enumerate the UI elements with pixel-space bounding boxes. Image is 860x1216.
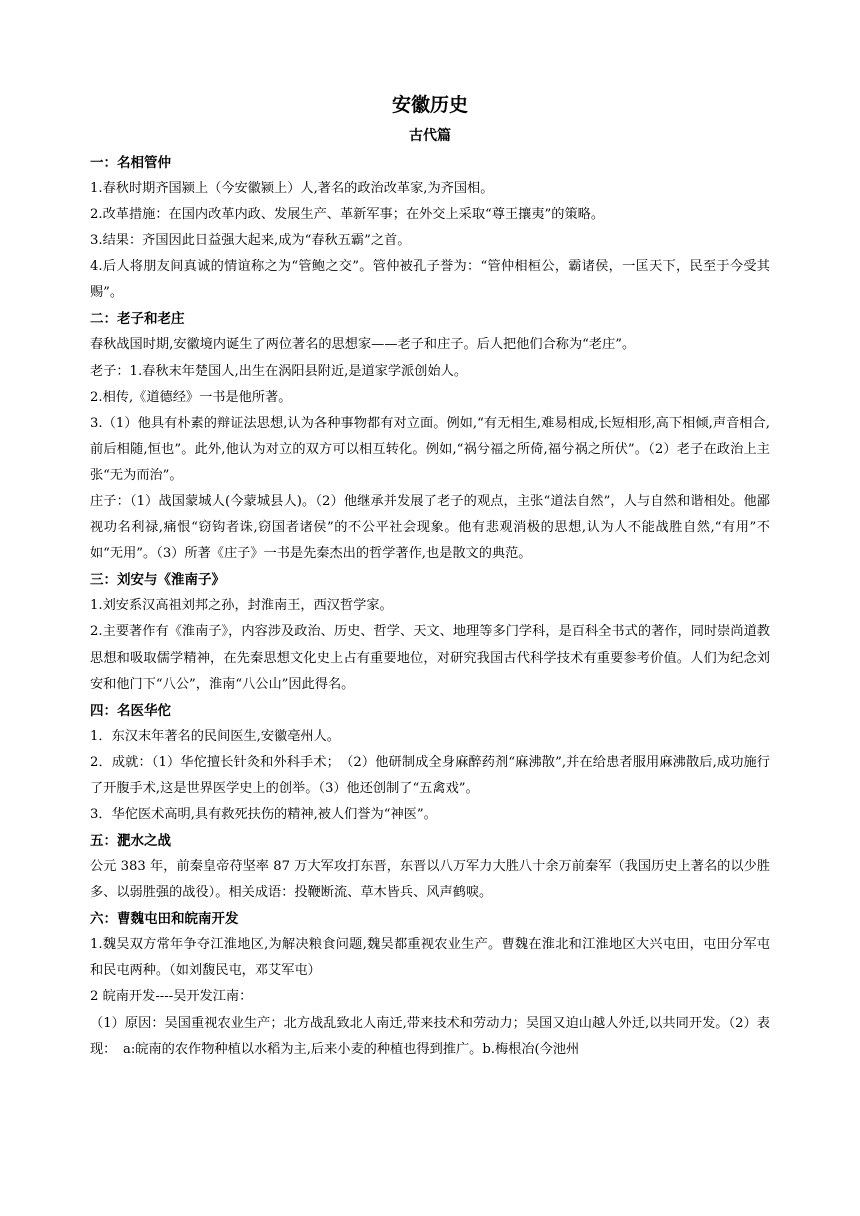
document-title: 安徽历史	[391, 94, 468, 116]
paragraph: 4.后人将朋友间真诚的情谊称之为“管鲍之交”。管仲被孔子誉为：“管仲相桓公，霸诸侯，一匡天下，民至于今受其赐”。	[90, 259, 770, 301]
paragraph: （1）原因：吴国重视农业生产；北方战乱致北人南迁,带来技术和劳动力；吴国又迫山越人外迁,以共同开发。（2）表现： a:皖南的农作物种植以水稻为主,后来小麦的种植也得到推广。b.梅根冶(今池州	[90, 1015, 770, 1057]
section-heading: 二：老子和老庄	[90, 311, 185, 328]
section-heading: 六：曹魏屯田和皖南开发	[90, 911, 239, 928]
document-page	[90, 92, 770, 1063]
section-heading: 四：名医华佗	[90, 702, 171, 719]
section-heading: 三：刘安与《淮南子》	[90, 572, 225, 589]
section-heading: 一：名相管仲	[90, 155, 171, 171]
paragraph: 1.春秋时期齐国颍上（今安徽颍上）人,著名的政治改革家,为齐国相。	[90, 181, 494, 196]
paragraph: 3.结果：齐国因此日益强大起来,成为“春秋五霸”之首。	[90, 233, 411, 249]
paragraph: 1．东汉末年著名的民间医生,安徽亳州人。	[90, 728, 340, 744]
section-huatuo	[90, 698, 770, 828]
paragraph: 2.改革措施：在国内改革内政、发展生产、革新军事；在外交上采取“尊王攘夷”的策略。	[90, 207, 604, 223]
section-liuan-huainanzi	[90, 567, 770, 697]
paragraph: 老子：1.春秋末年楚国人,出生在涡阳县附近,是道家学派创始人。	[90, 363, 468, 379]
section-caowei-tuntian	[90, 906, 770, 1062]
section-laozi-zhuangzi	[90, 306, 770, 567]
paragraph: 2 皖南开发----吴开发江南：	[90, 989, 253, 1005]
paragraph: 1.魏吴双方常年争夺江淮地区,为解决粮食问题,魏吴都重视农业生产。曹魏在淮北和江淮地区大兴屯田，屯田分军屯和民屯两种。（如刘馥民屯，邓艾军屯）	[90, 937, 770, 979]
paragraph: 2．成就：（1）华佗擅长针灸和外科手术； （2）他研制成全身麻醉药剂“麻沸散”,并在给患者服用麻沸散后,成功施行了开腹手术,这是世界医学史上的创举。（3）他还创制了“五禽戏”。	[90, 754, 770, 796]
section-guanzhong	[90, 150, 770, 306]
paragraph: 1.刘安系汉高祖刘邦之孙，封淮南王，西汉哲学家。	[90, 598, 393, 614]
section-heading: 五：淝水之战	[90, 833, 171, 850]
paragraph: 2.主要著作有《淮南子》，内容涉及政治、历史、哲学、天文、地理等多门学科，是百科全书式的著作，同时崇尚道教思想和吸取儒学精神，在先秦思想文化史上占有重要地位，对研究我国古代科学技术有重要参考价值。人们为纪念刘安和他门下“八公”，淮南“八公山”因此得名。	[90, 624, 770, 692]
paragraph: 3．华佗医术高明,具有救死扶伤的精神,被人们誉为“神医”。	[90, 806, 437, 822]
document-subtitle: 古代篇	[409, 128, 451, 144]
paragraph: 春秋战国时期,安徽境内诞生了两位著名的思想家——老子和庄子。后人把他们合称为“老庄”。	[90, 337, 636, 353]
paragraph: 公元 383 年，前秦皇帝苻坚率 87 万大军攻打东晋，东晋以八万军力大胜八十余万前秦军（我国历史上著名的以少胜多、以弱胜强的战役）。相关成语：投鞭断流、草木皆兵、风声鹤唳。	[90, 859, 770, 901]
section-feishui-battle	[90, 828, 770, 906]
paragraph: 2.相传,《道德经》一书是他所著。	[90, 389, 292, 405]
paragraph: 3.（1）他具有朴素的辩证法思想,认为各种事物都有对立面。例如,“有无相生,难易相成,长短相形,高下相倾,声音相合,前后相随,恒也”。此外,他认为对立的双方可以相互转化。例如,“祸兮福之所倚,福兮祸之所伏”。（2）老子在政治上主张“无为而治”。	[90, 415, 770, 483]
paragraph: 庄子：（1）战国蒙城人(今蒙城县人)。（2）他继承并发展了老子的观点，主张“道法自然”，人与自然和谐相处。他鄙视功名利禄,痛恨“窃钩者诛,窃国者诸侯”的不公平社会现象。他有悲观消极的思想,认为人不能战胜自然,“有用”不如“无用”。（3）所著《庄子》一书是先秦杰出的哲学著作,也是散文的典范。	[90, 494, 770, 562]
